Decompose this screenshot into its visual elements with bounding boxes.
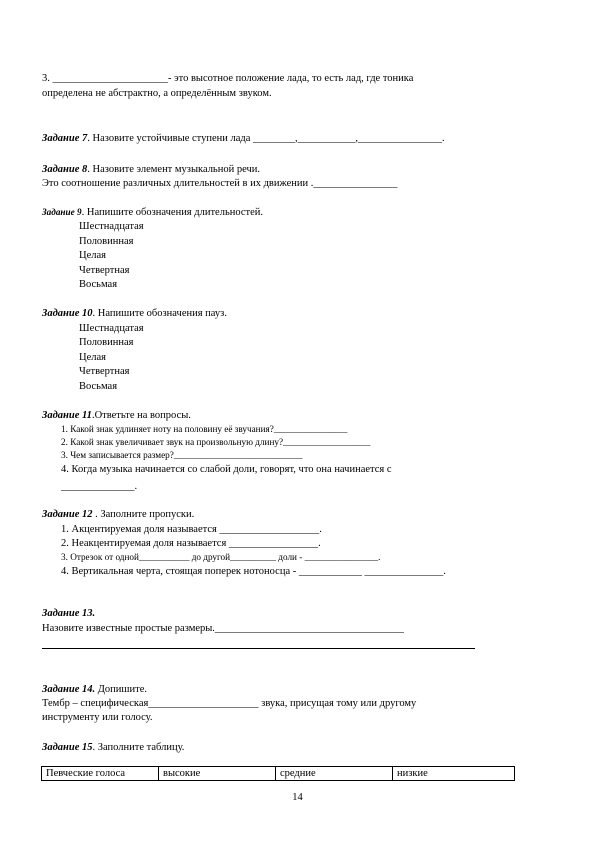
task-11-q2: 2. Какой знак увеличивает звук на произвольную длину?___________________ [61,437,371,447]
page-number: 14 [292,792,303,803]
task-14-line-2: Тембр – специфическая_____________________ звука, присущая тому или другому [42,698,417,709]
task-12-q4: 4. Вертикальная черта, стоящая поперек нотоносца - ____________ _______________. [61,566,446,577]
task-10 [42,307,227,320]
task-15-heading: Задание 15 [42,742,93,753]
task-12-q1: 1. Акцентируемая доля называется ___________________. [61,524,322,535]
task-9-item: Половинная [79,236,134,247]
task-10-heading: Задание 10 [42,308,93,319]
task-15 [42,741,184,754]
task-9-item: Восьмая [79,279,118,290]
task-14 [42,683,147,696]
task-8-line-2: Это соотношение различных длительностей в их движении .________________ [42,178,398,189]
table-cell: средние [276,767,393,781]
task-8-text: . Назовите элемент музыкальной речи. [87,164,261,175]
task-14-heading: Задание 14. [42,684,96,695]
task-10-item: Четвертная [79,366,130,377]
task-9-item: Целая [79,250,106,261]
task-7 [42,132,445,145]
task-8 [42,163,260,176]
task-11-heading: Задание 11 [42,410,92,421]
task-14-line-3: инструменту или голосу. [42,712,153,723]
task-12-heading: Задание 12 [42,509,93,520]
task-12-q2: 2. Неакцентируемая доля называется _________________. [61,538,321,549]
task-12-text: . Заполните пропуски. [92,509,195,520]
task-12 [42,508,194,521]
task-3-line-1: 3. ______________________- это высотное положение лада, то есть лад, где тоника [42,73,414,84]
task-9-heading: Задание 9 [42,207,82,217]
task-10-item: Шестнадцатая [79,323,144,334]
task-12-q3: 3. Отрезок от одной___________ до другой__________ доли - ________________. [61,552,381,562]
task-13-heading: Задание 13. [42,608,96,619]
task-7-heading: Задание 7 [42,133,88,144]
task-10-item: Половинная [79,337,134,348]
task-11-text: .Ответьте на вопросы. [91,410,191,421]
task-10-text: . Напишите обозначения пауз. [92,308,227,319]
task-9-text: . Напишите обозначения длительностей. [81,207,264,218]
table-cell: высокие [159,767,276,781]
answer-line [42,648,475,649]
table-cell: Певческие голоса [42,767,159,781]
task-9 [42,206,263,219]
task-3-line-2: определена не абстрактно, а определённым звуком. [42,88,272,99]
task-11-q1: 1. Какой знак удлиняет ноту на половину её звучания?________________ [61,424,348,434]
voices-table [41,766,515,781]
task-13-text: Назовите известные простые размеры.____________________________________ [42,623,404,634]
task-15-text: . Заполните таблицу. [92,742,185,753]
task-11-q4-blank: ______________. [61,481,138,492]
task-9-item: Четвертная [79,265,130,276]
task-10-item: Целая [79,352,106,363]
task-11-q4: 4. Когда музыка начинается со слабой доли, говорят, что она начинается с [61,464,392,475]
task-10-item: Восьмая [79,381,118,392]
task-9-item: Шестнадцатая [79,221,144,232]
task-8-heading: Задание 8 [42,164,88,175]
task-11 [42,409,191,422]
task-14-text: Допишите. [95,684,147,695]
task-7-text: . Назовите устойчивые ступени лада ________,___________,________________. [87,133,445,144]
table-cell: низкие [393,767,515,781]
task-11-q3: 3. Чем записывается размер?____________________________ [61,450,303,460]
table-row [42,767,515,781]
